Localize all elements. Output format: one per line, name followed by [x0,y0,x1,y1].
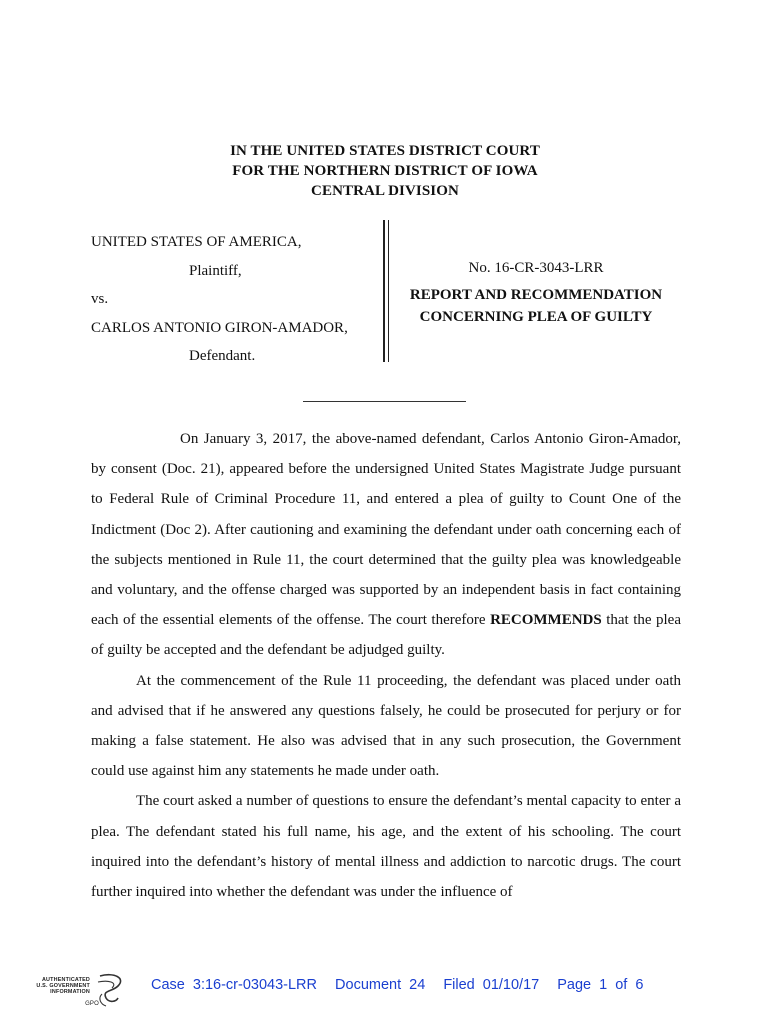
defendant-role: Defendant. [189,348,256,364]
document-title-line-1: REPORT AND RECOMMENDATION [409,287,663,303]
versus-label: vs. [91,291,109,307]
plaintiff-name: UNITED STATES OF AMERICA, [91,234,302,250]
caption-divider [383,220,386,362]
defendant-name: CARLOS ANTONIO GIRON-AMADOR, [91,319,348,336]
seal-line-3: INFORMATION [50,989,90,995]
document-body [91,424,681,907]
plaintiff-role: Plaintiff, [189,262,242,279]
paragraph-1-text-b: that the plea of guilty be accepted and the defendant be adjudged guilty. [91,612,681,659]
caption-divider-inner [388,220,390,362]
court-heading-line-2: FOR THE NORTHERN DISTRICT OF IOWA [232,163,538,179]
court-heading-line-1: IN THE UNITED STATES DISTRICT COURT [230,143,540,159]
footer-page: Page 1 of 6 [557,977,644,993]
seal-line-2: U.S. GOVERNMENT [36,983,90,989]
paragraph-1-text-a: On January 3, 2017, the above-named defendant, Carlos Antonio Giron-Amador, by consent (Doc. 21), appeared before the undersigned United States Magistrate Judge pursuant to Federal Rule of Criminal Procedure 11, and entered a plea of guilty to Count One of the Indictment (Doc 2). After cautioning and examining the defendant under oath concerning each of the subjects mentioned in Rule 11, the court determined that the guilty plea was knowledgeable and voluntary, and the offense charged was supported by an independent basis in fact containing each of the essential elements of the offense. The court therefore [91,431,681,629]
paragraph-3: The court asked a number of questions to ensure the defendant’s mental capacity to enter a plea. The defendant stated his full name, his age, and the extent of his schooling. The court inquired into the defendant’s history of mental illness and addiction to narcotic drugs. The court further inquired into whether the defendant was under the influence of [91,793,681,901]
paragraph-1 [91,424,681,666]
seal-line-1: AUTHENTICATED [41,977,90,983]
ecf-footer [151,977,653,993]
court-heading-line-3: CENTRAL DIVISION [311,183,459,199]
footer-filed: Filed 01/10/17 [443,977,540,993]
gpo-authentication-seal-icon [36,972,132,1010]
document-title [391,284,681,328]
case-number: No. 16-CR-3043-LRR [468,260,604,276]
footer-document: Document 24 [335,977,426,993]
eagle-stroke-icon [100,975,121,1002]
seal-line-4: GPO [85,1001,99,1007]
case-caption-details [391,256,681,328]
paragraph-2: At the commencement of the Rule 11 proceeding, the defendant was placed under oath and advised that if he answered any questions falsely, he could be prosecuted for perjury or for making a false statement. He also was advised that in any such prosecution, the Government could use against him any statements he made under oath. [91,672,681,780]
section-rule [303,401,466,402]
paragraph-1-bold: RECOMMENDS [490,612,602,629]
case-caption-parties [91,228,391,371]
document-title-line-2: CONCERNING PLEA OF GUILTY [419,309,653,325]
footer-case: Case 3:16-cr-03043-LRR [151,977,317,993]
